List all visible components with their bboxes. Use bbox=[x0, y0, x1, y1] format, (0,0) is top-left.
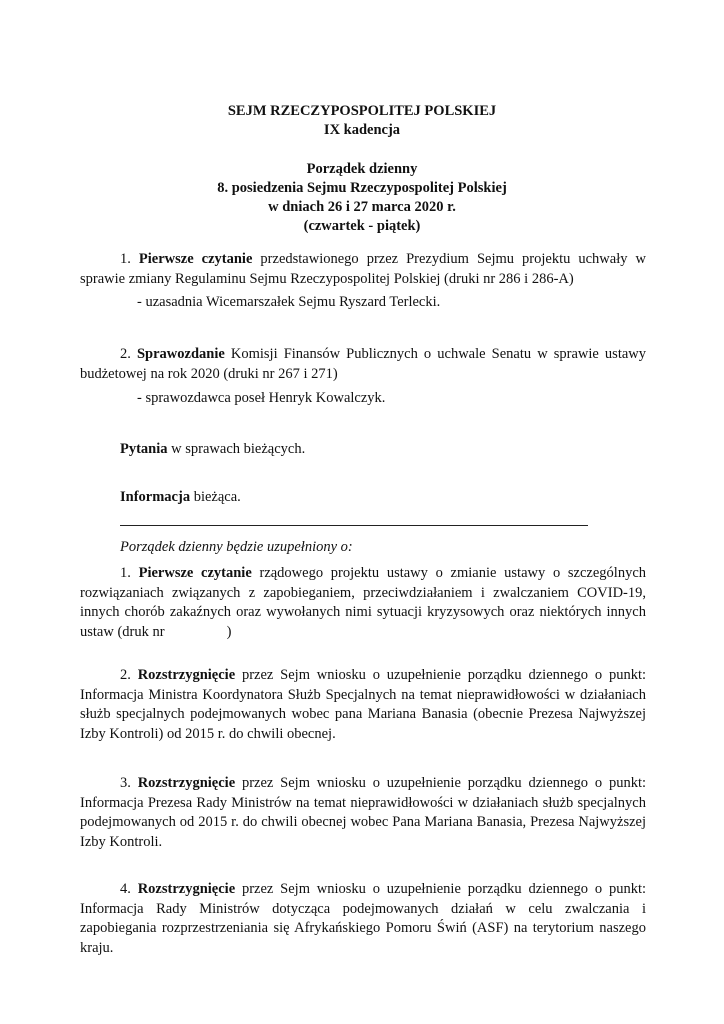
supplement-item-2 bbox=[80, 666, 646, 744]
item-number: 2. bbox=[120, 346, 131, 362]
item-number: 1. bbox=[120, 565, 131, 581]
term-label: IX kadencja bbox=[323, 122, 401, 138]
item-heading: Rozstrzygnięcie bbox=[137, 775, 236, 791]
item-text: rządowego projektu ustawy o zmianie ustawy o szczególnych rozwiązaniach związanych z zapobieganiem, przeciwdziałaniem i zwalczaniem COVID-19, innych chorób zakaźnych oraz wywołanych nimi sytuacji kryzysowych oraz niektórych innych ustaw (druk nr bbox=[80, 565, 646, 640]
item-heading: Sprawozdanie bbox=[136, 346, 225, 362]
item-text-tail: ) bbox=[226, 623, 232, 640]
session-dates: w dniach 26 i 27 marca 2020 r. bbox=[268, 199, 456, 215]
supplement-item-3 bbox=[80, 774, 646, 852]
information-item bbox=[120, 488, 241, 508]
item-text: przez Sejm wniosku o uzupełnienie porządku dziennego o punkt: Informacja Ministra Koordynatora Służb Specjalnych na temat nieprawidłowości w działaniach służb specjalnych podejmowanych wobec pana Mariana Banasia (obecnie Prezesa Najwyższej Izby Kontroli) od 2015 r. do chwili obecnej. bbox=[80, 667, 647, 742]
item-heading: Rozstrzygnięcie bbox=[137, 881, 236, 897]
information-heading: Informacja bbox=[120, 489, 191, 505]
agenda-item-1 bbox=[80, 250, 646, 289]
item-text: przez Sejm wniosku o uzupełnienie porządku dziennego o punkt: Informacja Prezesa Rady Ministrów na temat nieprawidłowości w działaniach służb specjalnych podejmowanych od 2015 r. do chwili obecnej wobec Pana Mariana Banasia, Prezesa Najwyższej Izby Kontroli. bbox=[80, 775, 647, 850]
agenda-item-1-note: - uzasadnia Wicemarszałek Sejmu Ryszard Terlecki. bbox=[137, 294, 441, 310]
section-divider bbox=[120, 525, 588, 526]
questions-heading: Pytania bbox=[120, 441, 168, 457]
parliament-title: SEJM RZECZYPOSPOLITEJ POLSKIEJ bbox=[227, 103, 497, 119]
session-title: 8. posiedzenia Sejmu Rzeczypospolitej Polskiej bbox=[217, 180, 507, 196]
item-heading: Rozstrzygnięcie bbox=[137, 667, 236, 683]
supplement-intro bbox=[120, 538, 353, 558]
item-heading: Pierwsze czytanie bbox=[138, 251, 253, 267]
item-text: przez Sejm wniosku o uzupełnienie porządku dziennego o punkt: Informacja Rady Ministrów dotycząca podejmowanych działań w celu zwalczania i zapobiegania rozprzestrzeniania się Afrykańskiego Pomoru Świń (ASF) na terytorium naszego kraju. bbox=[80, 881, 647, 956]
item-number: 3. bbox=[120, 775, 131, 791]
item-number: 1. bbox=[120, 251, 131, 267]
supplement-intro-text: Porządek dzienny będzie uzupełniony o: bbox=[120, 539, 353, 555]
questions-item bbox=[120, 440, 305, 460]
agenda-item-2-note: - sprawozdawca poseł Henryk Kowalczyk. bbox=[137, 390, 386, 406]
agenda-item-2 bbox=[80, 345, 646, 384]
session-days: (czwartek - piątek) bbox=[303, 218, 421, 234]
item-number: 4. bbox=[120, 881, 131, 897]
supplement-item-4 bbox=[80, 880, 646, 958]
item-number: 2. bbox=[120, 667, 131, 683]
item-text: przedstawionego przez Prezydium Sejmu projektu uchwały w sprawie zmiany Regulaminu Sejmu Rzeczypospolitej Polskiej (druki nr 286 i 286-A) bbox=[80, 251, 646, 287]
information-text: bieżąca. bbox=[190, 489, 241, 505]
item-text: Komisji Finansów Publicznych o uchwale Senatu w sprawie ustawy budżetowej na rok 2020 (druki nr 267 i 271) bbox=[80, 346, 647, 382]
questions-text: w sprawach bieżących. bbox=[167, 441, 306, 457]
agenda-title: Porządek dzienny bbox=[306, 161, 418, 177]
supplement-item-1 bbox=[80, 564, 646, 642]
item-heading: Pierwsze czytanie bbox=[138, 565, 252, 581]
